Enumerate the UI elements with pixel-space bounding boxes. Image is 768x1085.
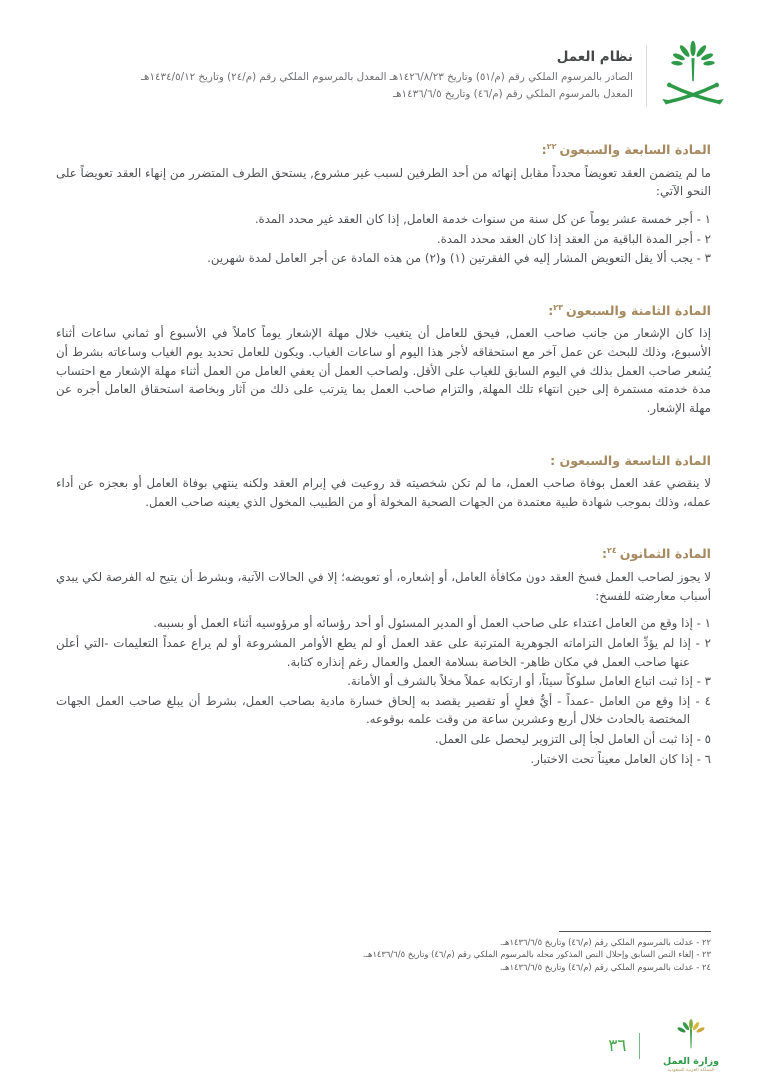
article-80-heading: [56, 545, 711, 563]
document-header: [58, 40, 726, 112]
article-77-list: [56, 210, 711, 268]
article-78-footnote-ref: ٢٣: [553, 302, 564, 312]
article-77: [56, 141, 711, 268]
article-77-item-2: ٢ - أجر المدة الباقية من العقد إذا كان العقد محدد المدة.: [436, 231, 711, 246]
article-80-paragraph: لا يجوز لصاحب العمل فسخ العقد دون مكافأة العامل، أو إشعاره، أو تعويضه؛ إلا في الحالات الآتية، وبشرط أن يتيح له الفرصة لكي يبدي أسباب معارضته للفسخ:: [56, 570, 711, 603]
document-title: نظام العمل: [556, 49, 633, 66]
article-80-item-5: ٥ - إذا ثبت أن العامل لجأ إلى التزوير ليحصل على العمل.: [434, 732, 711, 746]
header-divider: [646, 45, 647, 107]
article-79-paragraph: لا ينقضي عقد العمل بوفاة صاحب العمل، ما لم تكن شخصيته قد روعيت في إبرام العقد ولكنه ينتهي بوفاة العامل أو بعجزه عن أداء عمله، وذلك بموجب شهادة طبية معتمدة من الجهات الصحية المخولة أو من الطبيب المخول الذي يعينه صاحب العمل.: [56, 476, 711, 509]
footnote-22: ٢٢ - عدلت بالمرسوم الملكي رقم (م/٤٦) وتاريخ ١٤٣٦/٦/٥هـ.: [499, 937, 711, 947]
article-80-item-2: ٢ - إذا لم يؤدِّ العامل التزاماته الجوهرية المترتبة على عقد العمل أو لم يطع الأوامر المشروعة أو لم يراع عمداً التعليمات -التي أعلن عنها صاحب العمل في مكان ظاهر- الخاصة بسلامة العمل والعمال رغم إنذاره كتابة.: [56, 635, 711, 669]
footer-divider: [639, 1033, 641, 1059]
article-77-footnote-ref: ٢٢: [546, 141, 557, 151]
article-80-item-6: ٦ - إذا كان العامل معيناً تحت الاختبار.: [530, 751, 711, 766]
article-80-footnote-ref: ٢٤: [607, 546, 617, 556]
article-78-paragraph: إذا كان الإشعار من جانب صاحب العمل, فيحق للعامل أن يتغيب خلال مهلة الإشعار يوماً كاملاً في الأسبوع أو ثماني ساعات أثناء الأسبوع، وذلك للبحث عن عمل آخر مع استحقاقه لأجر هذا اليوم أو ساعات الغياب. ويكون للعامل تحديد يوم الغياب وساعاته بشرط أن يُشعر صاحب العمل بذلك في اليوم السابق للغياب على الأقل. ولصاحب العمل أن يعفي العامل من العمل أثناء مهلة الإشعار مع احتساب مدة خدمته مستمرة إلى حين انتهاء تلك المهلة, والتزام صاحب العمل بما يترتب على ذلك من آثار وبخاصة استحقاق العامل أجره عن مهلة الإشعار.: [56, 326, 711, 415]
article-77-item-1: ١ - أجر خمسة عشر يوماً عن كل سنة من سنوات خدمة العامل, إذا كان العقد غير محدد المدة.: [254, 211, 711, 226]
articles-content: [56, 141, 711, 923]
article-80-item-1: ١ - إذا وقع من العامل اعتداء على صاحب العمل أو المدير المسئول أو أحد رؤسائه أو مرؤوسيه أثناء العمل أو بسببه.: [153, 616, 711, 631]
article-77-heading: [56, 141, 711, 159]
page-number: ٣٦: [608, 1036, 627, 1056]
article-80-heading-text: المادة الثمانون: [619, 546, 711, 562]
article-77-paragraph: ما لم يتضمن العقد تعويضاً محدداً مقابل إنهائه من أحد الطرفين لسبب غير مشروع, يستحق الطرف المتضرر من إنهاء العقد تعويضاً على النحو الآتي:: [56, 165, 711, 199]
decree-line-2: المعدل بالمرسوم الملكي رقم (م/٤٦) وتاريخ ١٤٣٦/٦/٥هـ: [393, 88, 633, 100]
article-77-heading-text: المادة السابعة والسبعون: [559, 142, 711, 157]
article-80-list: [56, 614, 711, 768]
footnote-24: ٢٤ - عدلت بالمرسوم الملكي رقم (م/٤٦) وتاريخ ١٤٣٦/٦/٥هـ.: [499, 961, 711, 972]
article-80-item-3: ٣ - إذا ثبت اتباع العامل سلوكاً سيئاً، أو ارتكابه عملاً مخلاً بالشرف أو الأمانة.: [347, 674, 711, 689]
ministry-name: وزارة العمل: [662, 1056, 720, 1067]
article-77-heading-colon: :: [541, 142, 547, 157]
header-text-block: [58, 49, 633, 102]
article-78: [56, 302, 711, 418]
article-78-heading: [56, 302, 711, 320]
footnotes-block: [56, 931, 711, 973]
article-79: [56, 452, 711, 512]
article-78-heading-text: المادة الثامنة والسبعون: [566, 302, 711, 318]
ministry-of-labor-logo: [652, 1019, 730, 1073]
article-80-heading-colon: :: [601, 546, 607, 562]
article-77-item-3: ٣ - يجب ألا يقل التعويض المشار إليه في الفقرتين (١) و(٢) من هذه المادة عن أجر العامل لمدة شهرين.: [207, 251, 711, 266]
article-79-heading-text: المادة التاسعة والسبعون :: [550, 452, 711, 468]
saudi-national-emblem-icon: [660, 40, 726, 112]
article-79-heading: [56, 452, 711, 470]
article-80: [56, 545, 711, 768]
footnote-23: ٢٣ - إلغاء النص السابق وإحلال النص المذكور محله بالمرسوم الملكي رقم (م/٤٦) وتاريخ ١٤٣٦/٦/٥هـ.: [362, 949, 711, 960]
footnote-divider: [559, 931, 711, 932]
page-footer: [608, 1019, 730, 1073]
ministry-tagline: المملكة العربية السعودية: [667, 1068, 715, 1073]
article-80-item-4: ٤ - إذا وقع من العامل -عمداً - أيُّ فعلٍ أو تقصير يقصد به إلحاق خسارة مادية بصاحب العمل، بشرط أن يبلغ صاحب العمل الجهات المختصة بالحادث خلال أربع وعشرين ساعة من وقت علمه بوقوعه.: [56, 693, 711, 727]
ministry-palm-icon: [672, 1019, 710, 1055]
article-78-heading-colon: :: [548, 302, 554, 318]
decree-line-1: الصادر بالمرسوم الملكي رقم (م/٥١) وتاريخ ١٤٢٦/٨/٢٣هـ المعدل بالمرسوم الملكي رقم (م/٢٤) وتاريخ ١٤٣٤/٥/١٢هـ: [141, 71, 633, 84]
